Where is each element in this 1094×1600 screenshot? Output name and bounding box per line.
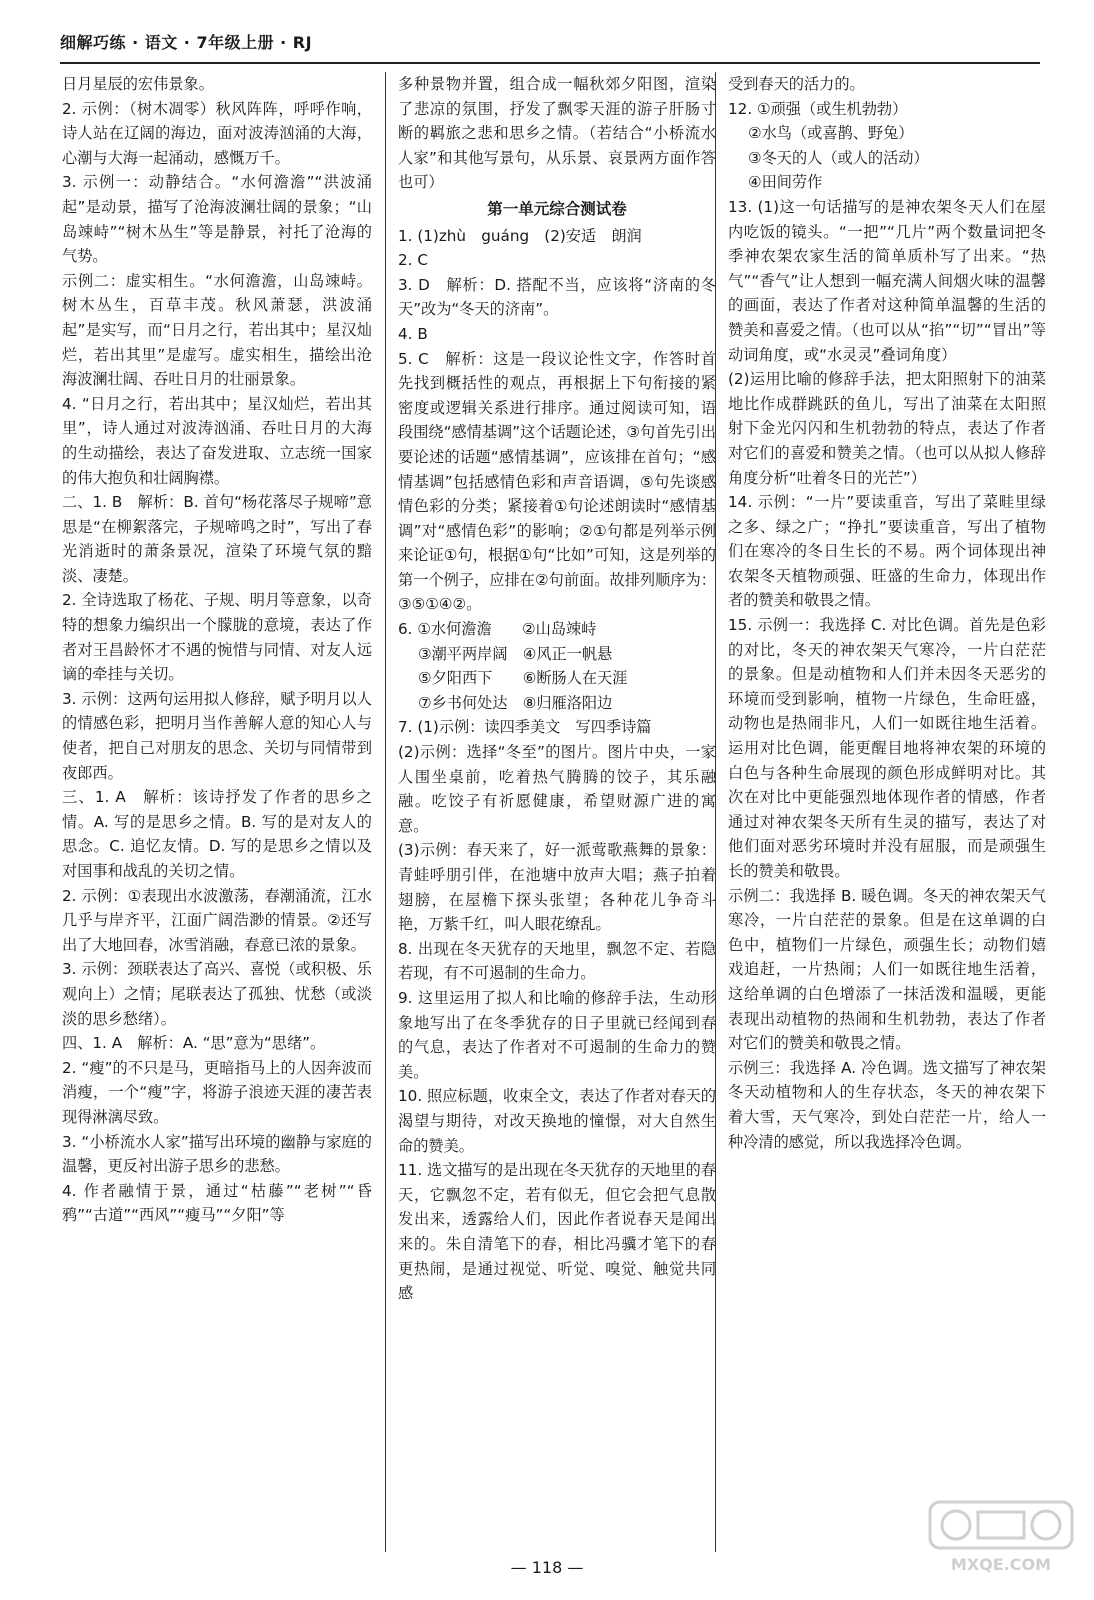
column-right bbox=[715, 72, 1046, 1552]
answer-paragraph: 7. (1)示例：读四季美文 写四季诗篇 bbox=[398, 718, 652, 737]
answer-paragraph: 四、1. A 解析：A. “思”意为“思绪”。 bbox=[62, 1034, 326, 1053]
answer-paragraph: 3. 示例：颈联表达了高兴、喜悦（或积极、乐观向上）之情；尾联表达了孤独、忧愁（或淡淡的思乡愁绪）。 bbox=[62, 960, 372, 1028]
answer-paragraph: ⑦乡书何处达 ⑧归雁洛阳边 bbox=[418, 693, 613, 712]
answer-paragraph: 4. 作者融情于景，通过“枯藤”“老树”“昏鸦”“古道”“西风”“瘦马”“夕阳”等 bbox=[62, 1181, 372, 1225]
answer-paragraph: 示例二：我选择 B. 暖色调。冬天的神农架天气寒冷，一片白茫茫的景象。但是在这单调的白色中，植物们一片绿色，顽强生长；动物们嬉戏追赶，一片热闹；人们一如既往地生活着，这给单调的白色增添了一抹活泼和温暖，更能表现出动植物的热闹和生机勃勃，表达了作者对它们的赞美和敬畏之情。 bbox=[728, 886, 1046, 1053]
running-header: 细解巧练 · 语文 · 7年级上册 · RJ bbox=[60, 28, 1040, 64]
answer-paragraph: 日月星辰的宏伟景象。 bbox=[62, 75, 214, 93]
answer-paragraph: ②水鸟（或喜鹊、野兔） bbox=[748, 124, 914, 143]
answer-paragraph: 3. 示例：这两句运用拟人修辞，赋予明月以人的情感色彩，把明月当作善解人意的知心人与使者，把自己对朋友的思念、关切与同情带到夜郎西。 bbox=[62, 689, 372, 782]
answer-paragraph: 10. 照应标题，收束全文，表达了作者对春天的渴望与期待，对改天换地的憧憬，对大自然生命的赞美。 bbox=[398, 1087, 716, 1155]
answer-paragraph: 3. “小桥流水人家”描写出环境的幽静与家庭的温馨，更反衬出游子思乡的悲愁。 bbox=[62, 1132, 372, 1176]
answer-paragraph: 4. “日月之行，若出其中；星汉灿烂，若出其里”，诗人通过对波涛汹涌、吞吐日月的大海的生动描绘，表达了奋发进取、立志统一国家的伟大抱负和壮阔胸襟。 bbox=[62, 394, 372, 487]
answer-paragraph: 8. 出现在冬天犹存的天地里，飘忽不定、若隐若现，有不可遏制的生命力。 bbox=[398, 939, 716, 983]
answer-paragraph: (2)示例：选择“冬至”的图片。图片中央，一家人围坐桌前，吃着热气腾腾的饺子，其乐融融。吃饺子有祈愿健康，希望财源广进的寓意。 bbox=[398, 743, 716, 835]
page-number: — 118 — bbox=[510, 1558, 584, 1577]
answer-paragraph: 5. C 解析：这是一段议论性文字，作答时首先找到概括性的观点，再根据上下句衔接的紧密度或逻辑关系进行排序。通过阅读可知，语段围绕“感情基调”这个话题论述，③句首先引出要论述的话题“感情基调”，应该排在首句；“感情基调”包括感情色彩和声音语调，⑤句先谈感情色彩的分类；紧接着①句论述朗读时“感情基调”对“感情色彩”的影响；②①句都是列举示例来论证①句，根据①句“比如”可知，这是列举的第一个例子，应排在②句前面。故排列顺序为：③⑤①④②。 bbox=[398, 349, 716, 614]
answer-paragraph: 1. (1)zhù guáng (2)安适 朗润 bbox=[398, 226, 642, 245]
answer-paragraph: ③潮平两岸阔 ④风正一帆悬 bbox=[418, 644, 613, 663]
answer-paragraph: 3. D 解析：D. 搭配不当，应该将“济南的冬天”改为“冬天的济南”。 bbox=[398, 275, 716, 319]
answer-paragraph: 受到春天的活力的。 bbox=[728, 75, 865, 93]
answer-paragraph: 三、1. A 解析：该诗抒发了作者的思乡之情。A. 写的是思乡之情。B. 写的是对友人的思念。C. 追忆友情。D. 写的是思乡之情以及对国事和战乱的关切之情。 bbox=[62, 788, 372, 880]
answer-paragraph: 3. 示例一：动静结合。“水何澹澹”“洪波涌起”是动景，描写了沧海波澜壮阔的景象；“山岛竦峙”“树木丛生”等是静景，衬托了沧海的气势。 bbox=[62, 173, 372, 266]
column-left bbox=[62, 72, 372, 1552]
answer-paragraph: 13. (1)这一句话描写的是神农架冬天人们在屋内吃饭的镜头。“一把”“几片”两个数量词把冬季神农架农家生活的简单质朴写了出来。“热气”“香气”让人想到一幅充满人间烟火味的温馨的画面，表达了作者对这种简单温馨的生活的赞美和喜爱之情。（也可以从“掐”“切”“冒出”等动词角度，或“水灵灵”叠词角度） bbox=[728, 197, 1046, 364]
answer-paragraph: ③冬天的人（或人的活动） bbox=[748, 148, 929, 167]
answer-paragraph: 2. 全诗选取了杨花、子规、明月等意象，以奇特的想象力编织出一个朦胧的意境，表达了作者对王昌龄怀才不遇的惋惜与同情、对友人远谪的牵挂与关切。 bbox=[62, 591, 372, 684]
answer-paragraph: 15. 示例一：我选择 C. 对比色调。首先是色彩的对比，冬天的神农架天气寒冷，一片白茫茫的景象。但是动植物和人们并未因冬天恶劣的环境而受到影响，植物一片绿色，生命旺盛，动物也是热闹非凡，人们一如既往地生活着。运用对比色调，能更醒目地将神农架的环境的白色与各种生命展现的颜色形成鲜明对比。其次在对比中更能强烈地体现作者的情感，作者通过对神农架冬天所有生灵的描写，表达了对他们面对恶劣环境时并没有屈服，而是顽强生长的赞美和敬畏。 bbox=[728, 616, 1046, 880]
answer-paragraph: 12. ①顽强（或生机勃勃） bbox=[728, 99, 908, 118]
section-title: 第一单元综合测试卷 bbox=[487, 199, 627, 218]
answer-paragraph: 多种景物并置，组合成一幅秋郊夕阳图，渲染了悲凉的氛围，抒发了飘零天涯的游子肝肠寸断的羁旅之悲和思乡之情。（若结合“小桥流水人家”和其他写景句，从乐景、哀景两方面作答也可） bbox=[398, 75, 716, 192]
watermark-text: MXQE.COM bbox=[950, 1555, 1052, 1574]
answer-paragraph: 示例二：虚实相生。“水何澹澹，山岛竦峙。树木丛生，百草丰茂。秋风萧瑟，洪波涌起”是实写，而“日月之行，若出其中；星汉灿烂，若出其里”是虚写。虚实相生，描绘出沧海波澜壮阔、吞吐日月的壮丽景象。 bbox=[62, 271, 372, 389]
answer-paragraph: 6. ①水何澹澹 ②山岛竦峙 bbox=[398, 620, 597, 639]
answer-paragraph: (3)示例：春天来了，好一派莺歌燕舞的景象：青蛙呼朋引伴，在池塘中放声大唱；燕子拍着翅膀，在屋檐下探头张望；各种花儿争奇斗艳，万紫千红，叫人眼花缭乱。 bbox=[398, 841, 716, 934]
answer-paragraph: ⑤夕阳西下 ⑥断肠人在天涯 bbox=[418, 669, 628, 688]
answer-paragraph: 11. 选文描写的是出现在冬天犹存的天地里的春天，它飘忽不定，若有似无，但它会把气息散发出来，透露给人们，因此作者说春天是闻出来的。朱自清笔下的春，相比冯骥才笔下的春更热闹，是通过视觉、听觉、嗅觉、触觉共同感 bbox=[398, 1161, 716, 1303]
answer-paragraph: 示例三：我选择 A. 冷色调。选文描写了神农架冬天动植物和人的生存状态，冬天的神农架下着大雪，天气寒冷，到处白茫茫一片，给人一种冷清的感觉，所以我选择冷色调。 bbox=[728, 1058, 1046, 1151]
column-middle bbox=[385, 72, 716, 1552]
answer-paragraph: 14. 示例：“一片”要读重音，写出了菜畦里绿之多、绿之广；“挣扎”要读重音，写出了植物们在寒冷的冬日生长的不易。两个词体现出神农架冬天植物顽强、旺盛的生命力，体现出作者的赞美和敬畏之情。 bbox=[728, 493, 1046, 610]
answer-paragraph: ④田间劳作 bbox=[748, 173, 823, 192]
answer-paragraph: 4. B bbox=[398, 324, 428, 343]
answer-paragraph: 2. “瘦”的不只是马，更暗指马上的人因奔波而消瘦，一个“瘦”字，将游子浪迹天涯的凄苦表现得淋漓尽致。 bbox=[62, 1058, 372, 1126]
answer-paragraph: 2. 示例：（树木凋零）秋风阵阵，呼呼作响，诗人站在辽阔的海边，面对波涛汹涌的大海，心潮与大海一起涌动，感慨万千。 bbox=[62, 99, 372, 167]
answer-paragraph: 9. 这里运用了拟人和比喻的修辞手法，生动形象地写出了在冬季犹存的日子里就已经闻到春的气息，表达了作者对不可遏制的生命力的赞美。 bbox=[398, 988, 716, 1081]
answer-paragraph: 2. 示例：①表现出水波激荡，春潮涌流，江水几乎与岸齐平，江面广阔浩渺的情景。②还写出了大地回春，冰雪消融，春意已浓的景象。 bbox=[62, 886, 372, 954]
watermark-logo-icon bbox=[926, 1498, 1076, 1576]
answer-paragraph: 二、1. B 解析：B. 首句“杨花落尽子规啼”意思是“在柳絮落完，子规啼鸣之时”，写出了春光消逝时的萧条景况，渲染了环境气氛的黯淡、凄楚。 bbox=[62, 493, 372, 585]
answer-paragraph: 2. C bbox=[398, 251, 428, 270]
answer-paragraph: (2)运用比喻的修辞手法，把太阳照射下的油菜地比作成群跳跃的鱼儿，写出了油菜在太阳照射下金光闪闪和生机勃勃的特点，表达了作者对它们的喜爱和赞美之情。（也可以从拟人修辞角度分析“吐着冬日的光芒”） bbox=[728, 370, 1046, 487]
